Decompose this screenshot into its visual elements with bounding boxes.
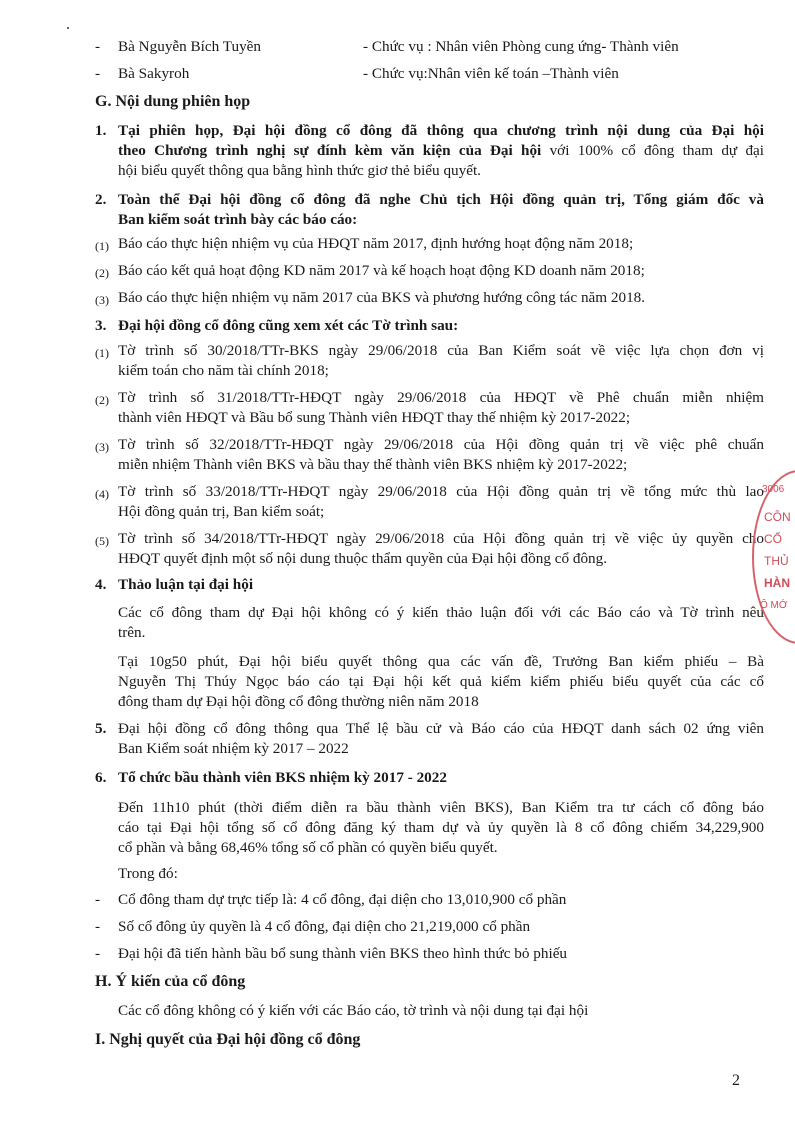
proposal-number: (2)	[95, 393, 109, 407]
member-role: - Chức vụ : Nhân viên Phòng cung ứng- Thành viên	[363, 38, 679, 55]
item-number: 1.	[95, 122, 107, 139]
item6-paragraph-line: cáo tại Đại hội tổng số cổ đông đăng ký tham dự và ủy quyền là 8 cổ đông chiếm 34,229,900	[118, 819, 764, 836]
bullet-text: Cổ đông tham dự trực tiếp là: 4 cổ đông, đại diện cho 13,010,900 cổ phần	[118, 891, 567, 908]
item1-line1: Tại phiên họp, Đại hội đồng cổ đông đã thông qua chương trình nội dung của Đại hội	[118, 122, 764, 139]
item-number: 3.	[95, 317, 107, 334]
item2-line1: Toàn thể Đại hội đồng cổ đông đã nghe Chủ tịch Hội đồng quản trị, Tổng giám đốc và	[118, 191, 764, 208]
bullet-text: Đại hội đã tiến hành bầu bổ sung thành viên BKS theo hình thức bỏ phiếu	[118, 945, 568, 962]
member-dash: -	[95, 65, 101, 82]
report-text: Báo cáo thực hiện nhiệm vụ của HĐQT năm 2017, định hướng hoạt động năm 2018;	[118, 235, 634, 252]
item-number: 2.	[95, 191, 107, 208]
proposal-line: Tờ trình số 31/2018/TTr-HĐQT ngày 29/06/2018 của HĐQT về Phê chuẩn miễn nhiệm	[118, 389, 764, 406]
member-role: - Chức vụ:Nhân viên kế toán –Thành viên	[363, 65, 619, 82]
proposal-number: (5)	[95, 534, 109, 548]
seal-text: Ô MỚ	[760, 600, 788, 611]
section-g-heading: G. Nội dung phiên họp	[95, 93, 251, 110]
item6-paragraph-line: Đến 11h10 phút (thời điểm diễn ra bầu thành viên BKS), Ban Kiểm tra tư cách cổ đông báo	[118, 799, 764, 816]
section-i-heading: I. Nghị quyết của Đại hội đồng cổ đông	[95, 1031, 361, 1048]
item4-paragraph-line: Nguyễn Thị Thúy Ngọc báo cáo tại Đại hội kết quả kiểm kiểm phiếu biểu quyết của các cổ	[118, 673, 764, 690]
item6-paragraph-line: cổ phần và bằng 68,46% tổng số cổ phần có quyền biểu quyết.	[118, 839, 498, 856]
bullet-dash: -	[95, 918, 101, 935]
bullet-dash: -	[95, 891, 101, 908]
report-number: (3)	[95, 293, 109, 307]
item-number: 4.	[95, 576, 107, 593]
item4-paragraph-line: trên.	[118, 624, 146, 641]
proposal-line: HĐQT quyết định một số nội dung thuộc thẩm quyền của Đại hội đồng cổ đông.	[118, 550, 608, 567]
item5-line: Ban Kiểm soát nhiệm kỳ 2017 – 2022	[118, 740, 349, 757]
proposal-line: Hội đồng quản trị, Ban kiểm soát;	[118, 503, 325, 520]
member-name: Bà Sakyroh	[118, 65, 190, 82]
item4-paragraph-line: Các cổ đông tham dự Đại hội không có ý kiến thảo luận đối với các Báo cáo và Tờ trình nêu	[118, 604, 764, 621]
proposal-line: Tờ trình số 33/2018/TTr-HĐQT ngày 29/06/2018 của Hội đồng quản trị về tổng mức thù lao	[118, 483, 764, 500]
member-name: Bà Nguyễn Bích Tuyền	[118, 38, 262, 55]
item4-heading: Thảo luận tại đại hội	[118, 576, 254, 593]
proposal-line: kiểm toán cho năm tài chính 2018;	[118, 362, 329, 379]
proposal-number: (4)	[95, 487, 109, 501]
proposal-line: Tờ trình số 34/2018/TTr-HĐQT ngày 29/06/2018 của Hội đồng quản trị về việc ủy quyền cho	[118, 530, 764, 547]
bullet-dash: -	[95, 945, 101, 962]
item1-line2-bold: theo Chương trình nghị sự đính kèm văn kiện của Đại hội	[118, 142, 542, 159]
page-number: 2	[732, 1072, 740, 1089]
item1-line3: hội biểu quyết thông qua bằng hình thức giơ thẻ biểu quyết.	[118, 162, 481, 179]
section-h-heading: H. Ý kiến của cổ đông	[95, 973, 246, 990]
proposal-number: (3)	[95, 440, 109, 454]
section-h-text: Các cổ đông không có ý kiến với các Báo cáo, tờ trình và nội dung tại đại hội	[118, 1002, 589, 1019]
item6-heading: Tổ chức bầu thành viên BKS nhiệm kỳ 2017 - 2022	[118, 769, 447, 786]
item1-line2-rest: với 100% cổ đông tham dự đại	[541, 142, 764, 159]
scan-speck	[67, 27, 69, 29]
item4-paragraph-line: Tại 10g50 phút, Đại hội biểu quyết thông qua các vấn đề, Trưởng Ban kiểm phiếu – Bà	[118, 653, 764, 670]
seal-text: HÀN	[764, 576, 790, 590]
report-number: (1)	[95, 239, 109, 253]
report-text: Báo cáo kết quả hoạt động KD năm 2017 và kế hoạch hoạt động KD doanh năm 2018;	[118, 262, 645, 279]
seal-text: CỔ	[764, 532, 782, 546]
proposal-line: miễn nhiệm Thành viên BKS và bầu thay thế thành viên BKS nhiệm kỳ 2017-2022;	[118, 456, 628, 473]
item-number: 6.	[95, 769, 107, 786]
item1-line2	[118, 141, 764, 161]
item5-line: Đại hội đồng cổ đông thông qua Thể lệ bầu cử và Báo cáo của HĐQT danh sách 02 ứng viên	[118, 720, 764, 737]
seal-text: 3006	[762, 484, 785, 495]
item4-paragraph-line: đông tham dự Đại hội đồng cổ đông thường niên năm 2018	[118, 693, 479, 710]
member-dash: -	[95, 38, 101, 55]
proposal-line: Tờ trình số 30/2018/TTr-BKS ngày 29/06/2018 của Ban Kiểm soát về việc lựa chọn đơn vị	[118, 342, 764, 359]
bullet-text: Số cổ đông ủy quyền là 4 cổ đông, đại diện cho 21,219,000 cổ phần	[118, 918, 531, 935]
item-number: 5.	[95, 720, 107, 737]
seal-text: THỦ	[764, 554, 789, 568]
item2-line2: Ban kiểm soát trình bày các báo cáo:	[118, 211, 358, 228]
proposal-line: thành viên HĐQT và Bầu bổ sung Thành viên HĐQT thay thế nhiệm kỳ 2017-2022;	[118, 409, 631, 426]
item3-heading: Đại hội đồng cổ đông cũng xem xét các Tờ trình sau:	[118, 317, 459, 334]
report-text: Báo cáo thực hiện nhiệm vụ năm 2017 của BKS và phương hướng công tác năm 2018.	[118, 289, 646, 306]
seal-text: CÔN	[764, 510, 791, 524]
proposal-number: (1)	[95, 346, 109, 360]
report-number: (2)	[95, 266, 109, 280]
item6-intro: Trong đó:	[118, 865, 178, 882]
proposal-line: Tờ trình số 32/2018/TTr-HĐQT ngày 29/06/2018 của Hội đồng quản trị về việc phê chuẩn	[118, 436, 764, 453]
